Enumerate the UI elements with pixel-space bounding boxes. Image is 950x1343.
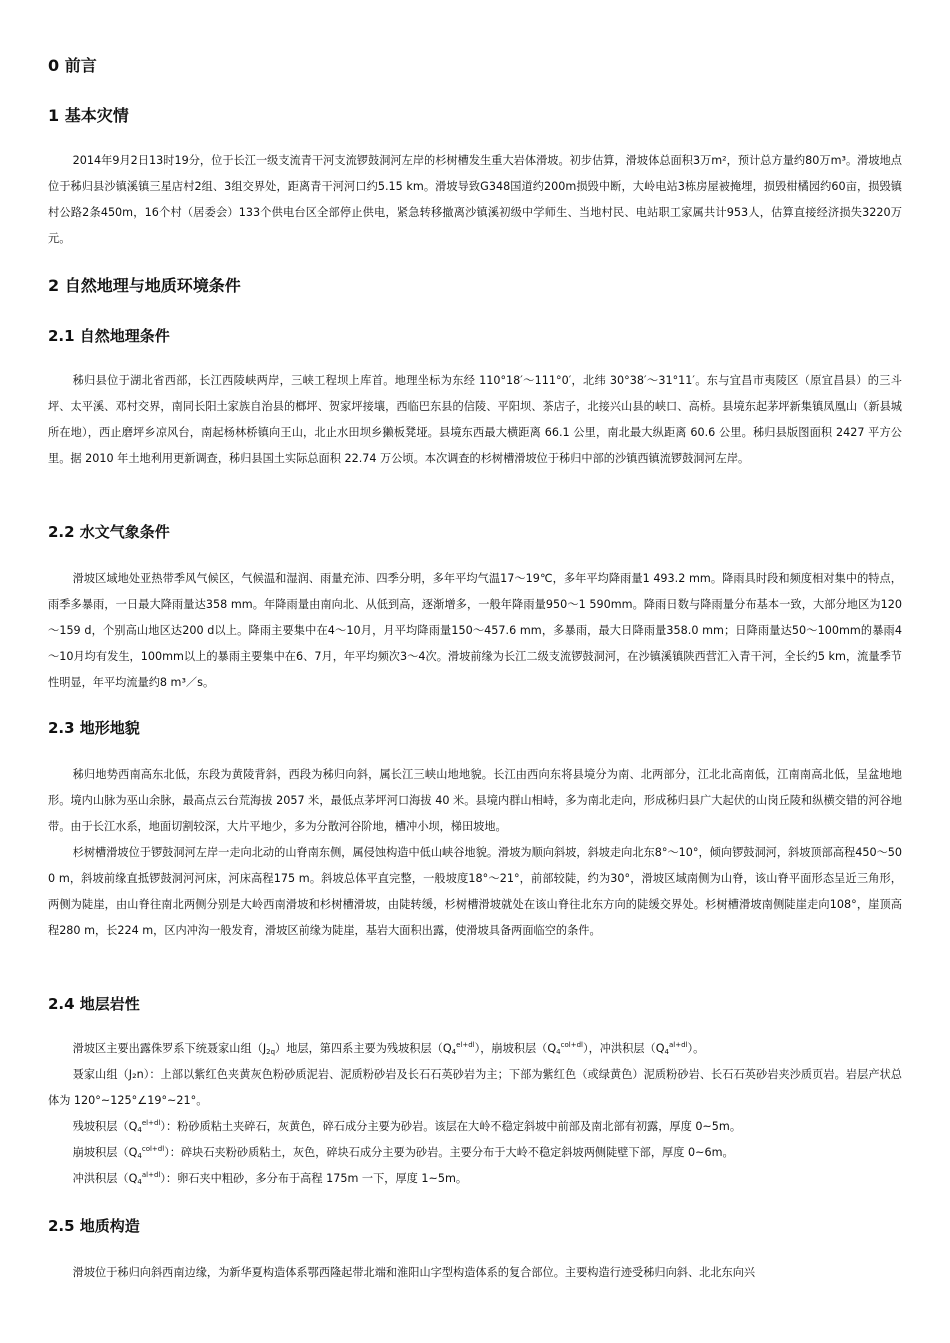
paragraph-landform-2: 杉树槽滑坡位于锣鼓洞河左岸一走向北动的山脊南东侧，属侵蚀构造中低山峡谷地貌。滑坡为顺向斜坡，斜坡走向北东8°～10°，倾向锣鼓洞河，斜坡顶部高程450～500 m，斜坡前缘直抵锣鼓洞河河床，河床高程175 m。斜坡总体平直完整，一般坡度18°～21°，前部较陡，约为30°，滑坡区域南侧为山脊，该山脊平面形态呈近三角形，两侧为陡崖，由山脊往南北两侧分别是大岭西南滑坡和杉树槽滑坡，由陡转缓，杉树槽滑坡就处在该山脊往北东方向的陡缓交界处。杉树槽滑坡南侧陡崖走向108°，崖顶高程280 m，长224 m，区内冲沟一般发育，滑坡区前缘为陡崖，基岩大面积出露，使滑坡具备两面临空的条件。 (48, 846, 902, 937)
heading-stratigraphy: 2.4 地层岩性 (48, 995, 140, 1013)
paragraph-hydro-meteorology: 滑坡区域地处亚热带季风气候区，气候温和湿润、雨量充沛、四季分明，多年平均气温17～19℃，多年平均降雨量1 493.2 mm。降雨具时段和频度相对集中的特点，雨季多暴雨，一日最大降雨量达358 mm。年降雨量由南向北、从低到高，逐渐增多，一般年降雨量950～1 590mm。降雨日数与降雨量分布基本一致，大部分地区为120～159 d，个别高山地区达200 d以上。降雨主要集中在4～10月，月平均降雨量150～457.6 mm，多暴雨，最大日降雨量358.0 mm；日降雨量达50～100mm的暴雨4～10月均有发生，100mm以上的暴雨主要集中在6、7月，年平均频次3～4次。滑坡前缘为长江二级支流锣鼓洞河，在沙镇溪镇陕西营汇入青干河，全长约5 km，流量季节性明显，年平均流量约8 m³／s。 (48, 572, 902, 689)
paragraph-landform-1: 秭归地势西南高东北低，东段为黄陵背斜，西段为秭归向斜，属长江三峡山地地貌。长江由西向东将县境分为南、北两部分，江北北高南低，江南南高北低，呈盆地地形。境内山脉为巫山余脉，最高点云台荒海拔 2057 米，最低点茅坪河口海拔 40 米。县境内群山相峙，多为南北走向，形成秭归县广大起伏的山岗丘陵和纵横交错的河谷地带。由于长江水系，地面切割较深，大片平地少，多为分散河谷阶地，槽冲小坝，梯田坡地。 (48, 768, 902, 833)
paragraph-alluvial-layer: 冲洪积层$(Q_4^{al+dl})$：卵石夹中粗砂，多分布于高程 175m 一下，厚度 1~5m。 (72, 1171, 468, 1186)
heading-geological-structure: 2.5 地质构造 (48, 1217, 140, 1235)
paragraph-stratigraphy-intro: 滑坡区主要出露侏罗系下统聂家山组$(J_{2q})$地层，第四系主要为残坡积层$(Q_4^{el+dl})$，崩坡积层$(Q_4^{col+dl})$，冲洪积层$(Q_4^{al+dl})$。 (72, 1041, 705, 1056)
heading-geo-environment: 2 自然地理与地质环境条件 (48, 276, 241, 295)
paragraph-residual-layer: 残坡积层$(Q_4^{el+dl})$：粉砂质粘土夹碎石，灰黄色，碎石成分主要为砂岩。该层在大岭不稳定斜坡中前部及南北部有初露，厚度 0~5m。 (72, 1119, 742, 1134)
heading-basic-disaster: 1 基本灾情 (48, 106, 129, 125)
paragraph-colluvial-layer: 崩坡积层$(Q_4^{col+dl})$：碎块石夹粉砂质粘土，灰色，碎块石成分主要为砂岩。主要分布于大岭不稳定斜坡两侧陡壁下部，厚度 0~6m。 (72, 1145, 734, 1160)
heading-hydro-meteorology: 2.2 水文气象条件 (48, 523, 170, 541)
heading-preface: 0 前言 (48, 56, 97, 75)
heading-landform: 2.3 地形地貌 (48, 719, 140, 737)
paragraph-basic-disaster: 2014年9月2日13时19分，位于长江一级支流青干河支流锣鼓洞河左岸的杉树槽发生重大岩体滑坡。初步估算，滑坡体总面积3万m²，预计总方量约80万m³。滑坡地点位于秭归县沙镇溪镇三星店村2组、3组交界处，距离青干河河口约5.15 km。滑坡导致G348国道约200m损毁中断，大岭电站3栋房屋被掩埋，损毁柑橘园约60亩，损毁镇村公路2条450m，16个村（居委会）133个供电台区全部停止供电，紧急转移撤离沙镇溪初级中学师生、当地村民、电站职工家属共计953人，估算直接经济损失3220万元。 (48, 154, 902, 245)
heading-natural-geography: 2.1 自然地理条件 (48, 327, 170, 345)
paragraph-geological-structure: 滑坡位于秭归向斜西南边缘，为新华夏构造体系鄂西隆起带北端和淮阳山字型构造体系的复合部位。主要构造行迹受秭归向斜、北北东向兴 (72, 1266, 756, 1279)
paragraph-natural-geography: 秭归县位于湖北省西部，长江西陵峡两岸，三峡工程坝上库首。地理坐标为东经 110°18′～111°0′，北纬 30°38′～31°11′。东与宜昌市夷陵区（原宜昌县）的三斗坪、太平溪、邓村交界，南同长阳土家族自治县的榔坪、贺家坪接壤，西临巴东县的信陵、平阳坝、茶店子，北接兴山县的峡口、高桥。县境东起茅坪新集镇凤凰山（新县城所在地），西止磨坪乡凉风台，南起杨林桥镇向王山，北止水田坝乡獭板凳垭。县境东西最大横距离 66.1 公里，南北最大纵距离 60.6 公里。秭归县版图面积 2427 平方公里。据 2010 年土地利用更新调查，秭归县国土实际总面积 22.74 万公顷。本次调查的杉树槽滑坡位于秭归中部的沙镇西镇流锣鼓洞河左岸。 (48, 374, 902, 465)
paragraph-niejiashan-formation: 聂家山组（J₂n）：上部以紫红色夹黄灰色粉砂质泥岩、泥质粉砂岩及长石石英砂岩为主；下部为紫红色（或绿黄色）泥质粉砂岩、长石石英砂岩夹沙质页岩。岩层产状总体为 120°~125°∠19°~21°。 (48, 1068, 902, 1107)
